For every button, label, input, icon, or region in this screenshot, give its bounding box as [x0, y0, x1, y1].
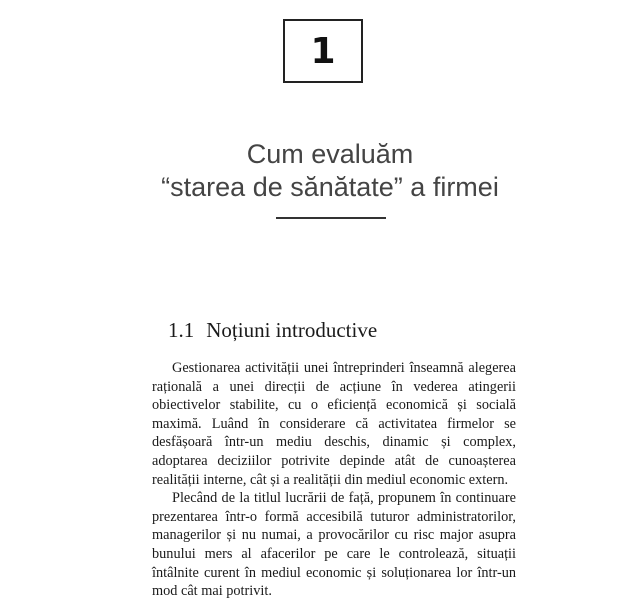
- chapter-number: 1: [310, 30, 336, 72]
- section-heading: [168, 318, 377, 343]
- chapter-title-line-1: Cum evaluăm: [246, 139, 414, 169]
- chapter-number-box: [283, 19, 363, 83]
- paragraph-1: Gestionarea activității unei întreprinderi înseamnă alegerea rațională a unei direcții de acțiune în vederea atingerii obiectivelor stabilite, cu o eficiență economică și socială maximă. Luând în considerare că activitatea firmelor se desfășoară într-un mediu deschis, dinamic și complex, adoptarea deciziilor potrivite depinde atât de cunoașterea realității interne, cât și a realității din mediul economic extern.: [152, 360, 516, 488]
- chapter-title-line-2: “starea de sănătate” a firmei: [161, 172, 499, 202]
- section-title: Noțiuni introductive: [206, 318, 378, 342]
- chapter-title: [0, 138, 637, 204]
- title-divider: [276, 217, 386, 219]
- paragraph-2: Plecând de la titlul lucrării de față, propunem în continuare prezentarea într-o formă accesibilă tuturor administratorilor, managerilor și nu numai, a provocărilor cu risc major asupra bunului mers al afacerilor pe care le controlează, situații întâlnite curent în mediul economic și soluționarea lor într-un mod cât mai potrivit.: [152, 490, 516, 600]
- section-number: 1.1: [168, 318, 195, 342]
- body-text: [152, 359, 516, 601]
